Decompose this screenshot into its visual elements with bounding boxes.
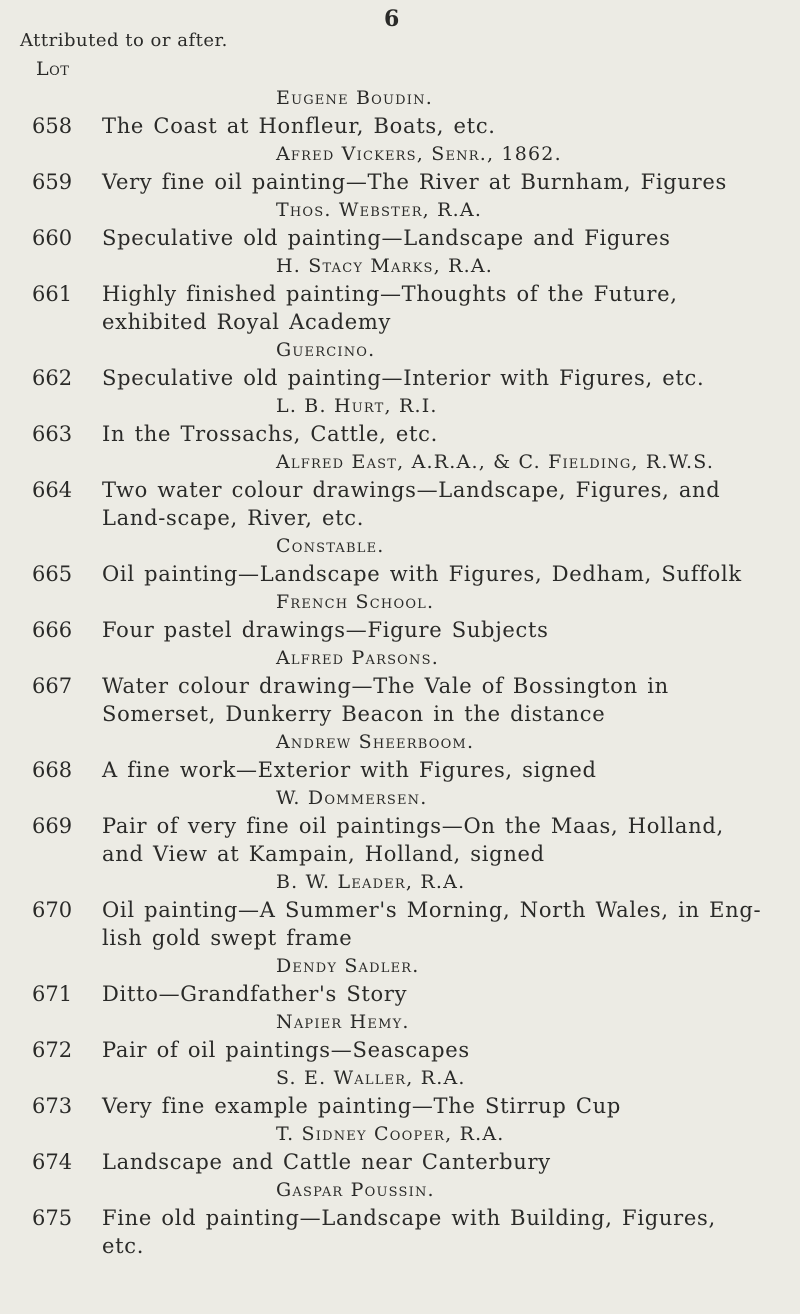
lot-entry: [0, 1064, 800, 1120]
lot-description: The Coast at Honfleur, Boats, etc.: [102, 114, 496, 138]
lot-list: [0, 84, 800, 1260]
lot-number: 662: [32, 366, 73, 390]
lot-entry: [0, 84, 800, 140]
lot-number: 671: [32, 982, 73, 1006]
lot-description: In the Trossachs, Cattle, etc.: [102, 422, 439, 446]
lot-entry: [0, 868, 800, 952]
lot-number: 666: [32, 618, 73, 642]
lot-description: A fine work—Exterior with Figures, signed: [102, 758, 597, 782]
lot-number: 675: [32, 1206, 73, 1230]
lot-description: Speculative old painting—Landscape and Figures: [102, 226, 671, 250]
artist-name: B. W. Leader, R.A.: [276, 871, 466, 893]
lot-entry: [0, 644, 800, 728]
lot-description: Pair of very fine oil paintings—On the Maas, Holland, and View at Kampain, Holland, signed: [102, 814, 724, 866]
lot-number: 664: [32, 478, 73, 502]
lot-description: Very fine example painting—The Stirrup Cup: [102, 1094, 621, 1118]
lot-entry: [0, 532, 800, 588]
lot-number: 668: [32, 758, 73, 782]
lot-entry: [0, 336, 800, 392]
lot-entry: [0, 952, 800, 1008]
artist-name: Alfred East, A.R.A., & C. Fielding, R.W.S.: [276, 451, 715, 473]
lot-number: 660: [32, 226, 73, 250]
lot-description: Very fine oil painting—The River at Burnham, Figures: [102, 170, 727, 194]
lot-description: Ditto—Grandfather's Story: [102, 982, 408, 1006]
lot-number: 667: [32, 674, 73, 698]
page-number: 6: [384, 6, 400, 32]
artist-name: Guercino.: [276, 339, 376, 361]
lot-description: Oil painting—Landscape with Figures, Dedham, Suffolk: [102, 562, 742, 586]
lot-description: Oil painting—A Summer's Morning, North Wales, in Eng-lish gold swept frame: [102, 898, 762, 950]
artist-name: Andrew Sheerboom.: [276, 731, 475, 753]
lot-number: 674: [32, 1150, 73, 1174]
lot-column-label: Lot: [36, 58, 70, 80]
lot-number: 659: [32, 170, 73, 194]
lot-description: Pair of oil paintings—Seascapes: [102, 1038, 470, 1062]
lot-number: 672: [32, 1038, 73, 1062]
lot-description: Highly finished painting—Thoughts of the Future, exhibited Royal Academy: [102, 282, 678, 334]
lot-number: 663: [32, 422, 73, 446]
artist-name: S. E. Waller, R.A.: [276, 1067, 466, 1089]
lot-description: Speculative old painting—Interior with Figures, etc.: [102, 366, 705, 390]
lot-number: 661: [32, 282, 73, 306]
lot-description: Landscape and Cattle near Canterbury: [102, 1150, 551, 1174]
artist-name: Thos. Webster, R.A.: [276, 199, 483, 221]
artist-name: Constable.: [276, 535, 385, 557]
artist-name: Napier Hemy.: [276, 1011, 410, 1033]
section-heading: Attributed to or after.: [20, 30, 228, 51]
lot-number: 665: [32, 562, 73, 586]
artist-name: Afred Vickers, Senr., 1862.: [276, 143, 562, 165]
artist-name: L. B. Hurt, R.I.: [276, 395, 438, 417]
artist-name: H. Stacy Marks, R.A.: [276, 255, 494, 277]
lot-entry: [0, 1008, 800, 1064]
artist-name: W. Dommersen.: [276, 787, 428, 809]
lot-number: 669: [32, 814, 73, 838]
lot-description: Four pastel drawings—Figure Subjects: [102, 618, 549, 642]
artist-name: T. Sidney Cooper, R.A.: [276, 1123, 505, 1145]
lot-number: 658: [32, 114, 73, 138]
lot-number: 670: [32, 898, 73, 922]
lot-entry: [0, 728, 800, 784]
lot-entry: [0, 252, 800, 336]
lot-entry: [0, 1120, 800, 1176]
lot-entry: [0, 588, 800, 644]
lot-entry: [0, 392, 800, 448]
artist-name: Eugene Boudin.: [276, 87, 433, 109]
lot-entry: [0, 1176, 800, 1260]
lot-entry: [0, 784, 800, 868]
lot-description: Water colour drawing—The Vale of Bossington in Somerset, Dunkerry Beacon in the distance: [102, 674, 669, 726]
lot-entry: [0, 140, 800, 196]
artist-name: Alfred Parsons.: [276, 647, 439, 669]
lot-entry: [0, 448, 800, 532]
artist-name: Gaspar Poussin.: [276, 1179, 435, 1201]
artist-name: Dendy Sadler.: [276, 955, 420, 977]
lot-description: Fine old painting—Landscape with Building, Figures, etc.: [102, 1206, 716, 1258]
lot-number: 673: [32, 1094, 73, 1118]
lot-entry: [0, 196, 800, 252]
lot-description: Two water colour drawings—Landscape, Figures, and Land-scape, River, etc.: [102, 478, 721, 530]
artist-name: French School.: [276, 591, 435, 613]
